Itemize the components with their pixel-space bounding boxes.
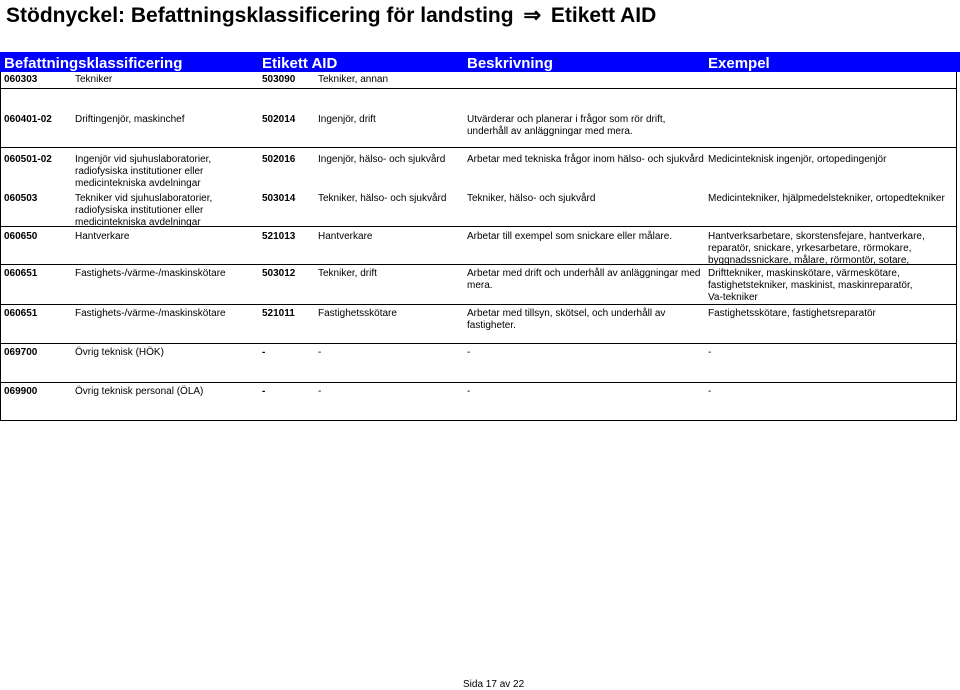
cell-description: - (467, 347, 471, 358)
cell-code: 060401-02 (4, 114, 52, 125)
cell-label: Tekniker, annan (318, 74, 389, 85)
cell-code: 060303 (4, 74, 38, 85)
cell-example: - (708, 386, 712, 397)
cell-title: Övrig teknisk (HÖK) (75, 347, 164, 358)
cell-aid: 502016 (262, 154, 296, 165)
column-header-etikett: Etikett AID (262, 55, 338, 72)
cell-aid: 503014 (262, 193, 296, 204)
cell-description: Arbetar med tillsyn, skötsel, och underhåll av fastigheter. (467, 308, 666, 331)
cell-title: Ingenjör vid sjuhuslaboratorier, radiofysiska institutioner eller medicintekniska avdelningar (75, 154, 212, 189)
cell-title: Hantverkare (75, 231, 130, 242)
cell-code: 060651 (4, 308, 38, 319)
cell-description: Tekniker, hälso- och sjukvård (467, 193, 596, 204)
cell-title: Fastighets-/värme-/maskinskötare (75, 308, 226, 319)
cell-label: Ingenjör, drift (318, 114, 376, 125)
page-number: Sida 17 av 22 (463, 679, 525, 690)
cell-description: - (467, 386, 471, 397)
cell-code: 069700 (4, 347, 38, 358)
cell-title: Tekniker (75, 74, 113, 85)
cell-label: Ingenjör, hälso- och sjukvård (318, 154, 446, 165)
cell-label: Tekniker, drift (318, 268, 377, 279)
row-separator (0, 88, 957, 89)
cell-title: Fastighets-/värme-/maskinskötare (75, 268, 226, 279)
row-separator (0, 343, 957, 344)
column-header-befattning: Befattningsklassificering (4, 55, 183, 72)
cell-description: Arbetar med tekniska frågor inom hälso- och sjukvård (467, 154, 704, 165)
row-separator (0, 147, 957, 148)
cell-example: Drifttekniker, maskinskötare, värmeskötare, fastighetstekniker, maskinist, maskinreparatör, Va-tekniker (708, 268, 913, 303)
cell-example: Medicintekniker, hjälpmedelstekniker, ortopedtekniker (708, 193, 945, 204)
cell-description: Utvärderar och planerar i frågor som rör drift, underhåll av anläggningar med mera. (467, 114, 666, 137)
cell-example: - (708, 347, 712, 358)
title-left: Stödnyckel: Befattningsklassificering för landsting (6, 4, 514, 27)
page-title (6, 3, 656, 28)
cell-label: Hantverkare (318, 231, 373, 242)
cell-code: 069900 (4, 386, 38, 397)
cell-code: 060503 (4, 193, 38, 204)
cell-label: - (318, 347, 322, 358)
cell-code: 060650 (4, 231, 38, 242)
title-right: Etikett AID (550, 4, 657, 27)
column-header-exempel: Exempel (708, 55, 770, 72)
right-arrow-icon: ⇒ (523, 4, 542, 27)
cell-aid: 521013 (262, 231, 296, 242)
cell-title: Tekniker vid sjuhuslaboratorier, radiofysiska institutioner eller medicintekniska avdelningar (75, 193, 213, 228)
cell-example: Fastighetsskötare, fastighetsreparatör (708, 308, 876, 319)
row-separator (0, 382, 957, 383)
cell-aid: 503090 (262, 74, 296, 85)
cell-title: Driftingenjör, maskinchef (75, 114, 185, 125)
row-separator (0, 304, 957, 305)
cell-label: - (318, 386, 322, 397)
column-header-beskrivning: Beskrivning (467, 55, 553, 72)
cell-description: Arbetar med drift och underhåll av anläggningar med mera. (467, 268, 701, 291)
cell-aid: - (262, 386, 266, 397)
cell-aid: - (262, 347, 266, 358)
cell-aid: 521011 (262, 308, 295, 319)
cell-title: Övrig teknisk personal (ÖLA) (75, 386, 204, 397)
cell-label: Fastighetsskötare (318, 308, 397, 319)
cell-example: Medicinteknisk ingenjör, ortopedingenjör (708, 154, 887, 165)
cell-example: Hantverksarbetare, skorstensfejare, hantverkare, reparatör, snickare, yrkesarbetare, rörmokare, byggnadssnickare, målare, rörmontör, sotare, (708, 231, 925, 266)
cell-label: Tekniker, hälso- och sjukvård (318, 193, 447, 204)
cell-aid: 503012 (262, 268, 296, 279)
cell-aid: 502014 (262, 114, 296, 125)
cell-code: 060501-02 (4, 154, 52, 165)
cell-description: Arbetar till exempel som snickare eller målare. (467, 231, 673, 242)
cell-code: 060651 (4, 268, 38, 279)
